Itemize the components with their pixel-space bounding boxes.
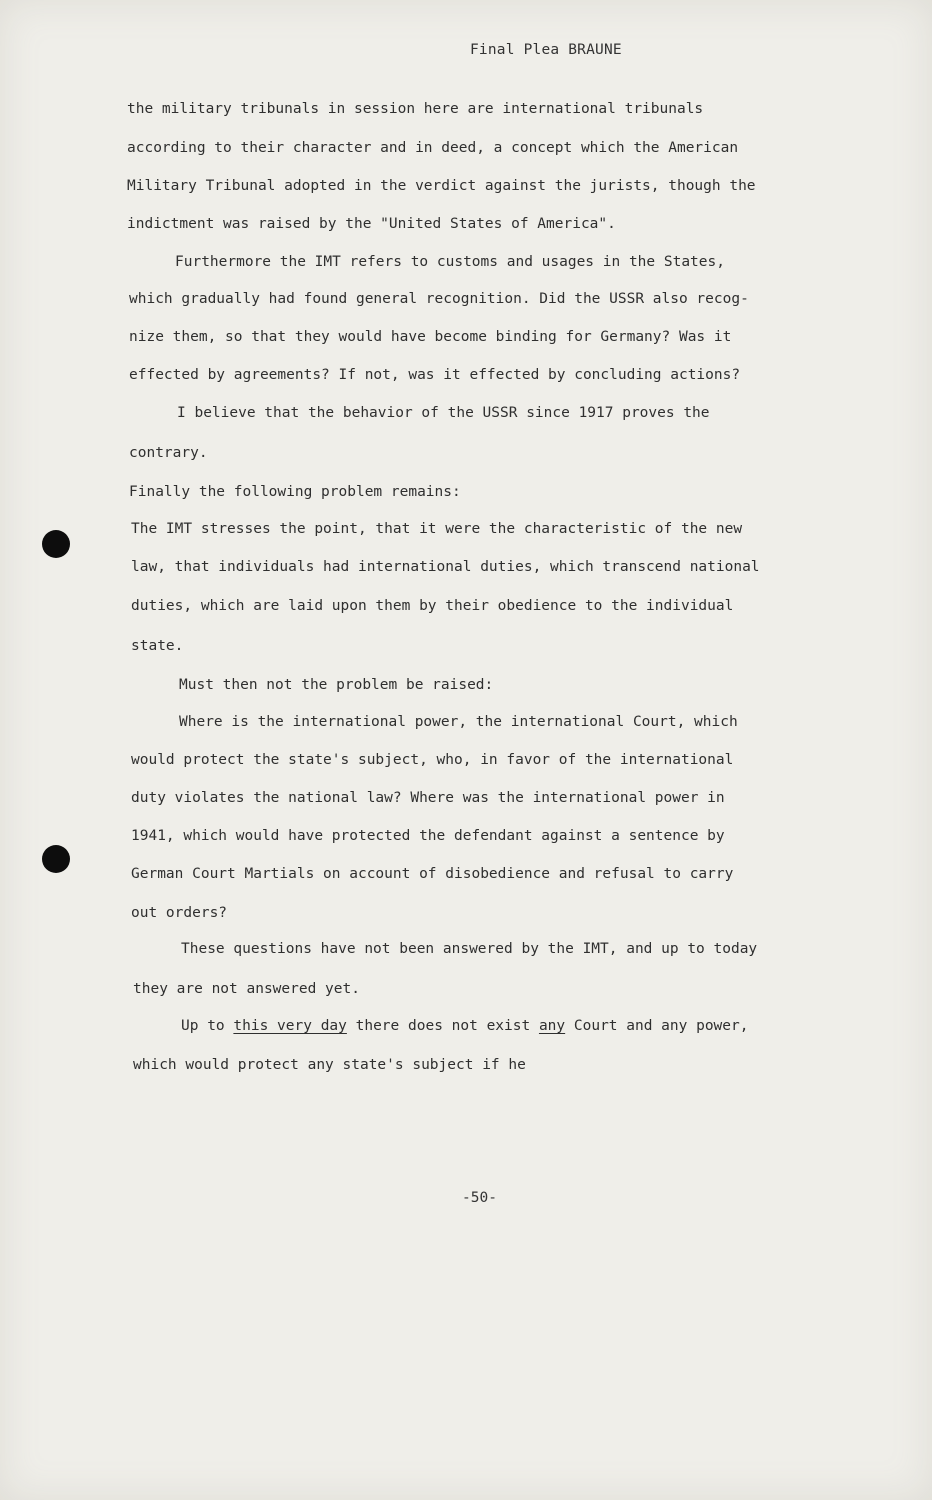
text-line-26: which would protect any state's subject if he [133, 1057, 526, 1073]
underlined-any: any [538, 1018, 566, 1034]
text-line-20: 1941, which would have protected the defendant against a sentence by [131, 828, 725, 844]
text-line-16: Must then not the problem be raised: [179, 677, 494, 693]
text-line-4: indictment was raised by the "United States of America". [127, 216, 616, 232]
text-line-3: Military Tribunal adopted in the verdict against the jurists, though the [127, 178, 756, 194]
text-line-1: the military tribunals in session here are international tribunals [127, 101, 704, 117]
text-line-23: These questions have not been answered by the IMT, and up to today [181, 941, 758, 957]
text-line-7: nize them, so that they would have become binding for Germany? Was it [129, 329, 732, 345]
page-number: -50- [462, 1190, 497, 1206]
underlined-this-very-day: this very day [233, 1018, 347, 1034]
text-line-17: Where is the international power, the international Court, which [179, 714, 738, 730]
text-line-14: duties, which are laid upon them by their obedience to the individual [131, 598, 734, 614]
text-line-19: duty violates the national law? Where was the international power in [131, 790, 725, 806]
text-line-2: according to their character and in deed, a concept which the American [127, 140, 739, 156]
page-header: Final Plea BRAUNE [470, 42, 622, 58]
text-line-5: Furthermore the IMT refers to customs and usages in the States, [175, 254, 725, 270]
text-line-22: out orders? [131, 905, 228, 921]
text-line-25-part2: there does not exist [346, 1018, 539, 1034]
text-line-9: I believe that the behavior of the USSR since 1917 proves the [177, 405, 710, 421]
text-line-6: which gradually had found general recognition. Did the USSR also recog- [129, 291, 749, 307]
text-line-8: effected by agreements? If not, was it effected by concluding actions? [129, 367, 741, 383]
text-line-21: German Court Martials on account of disobedience and refusal to carry [131, 866, 734, 882]
text-line-24: they are not answered yet. [133, 981, 360, 997]
text-line-13: law, that individuals had international duties, which transcend national [131, 559, 760, 575]
punch-hole-bottom [42, 845, 70, 873]
text-line-15: state. [131, 638, 184, 654]
text-line-25-part3: Court and any power, [565, 1018, 749, 1034]
punch-hole-top [42, 530, 70, 558]
text-line-11: Finally the following problem remains: [129, 484, 461, 500]
text-line-12: The IMT stresses the point, that it were the characteristic of the new [131, 521, 743, 537]
text-line-10: contrary. [129, 445, 208, 461]
text-line-18: would protect the state's subject, who, in favor of the international [131, 752, 734, 768]
text-line-25 [181, 1017, 748, 1035]
text-line-25-part1: Up to [181, 1018, 234, 1034]
